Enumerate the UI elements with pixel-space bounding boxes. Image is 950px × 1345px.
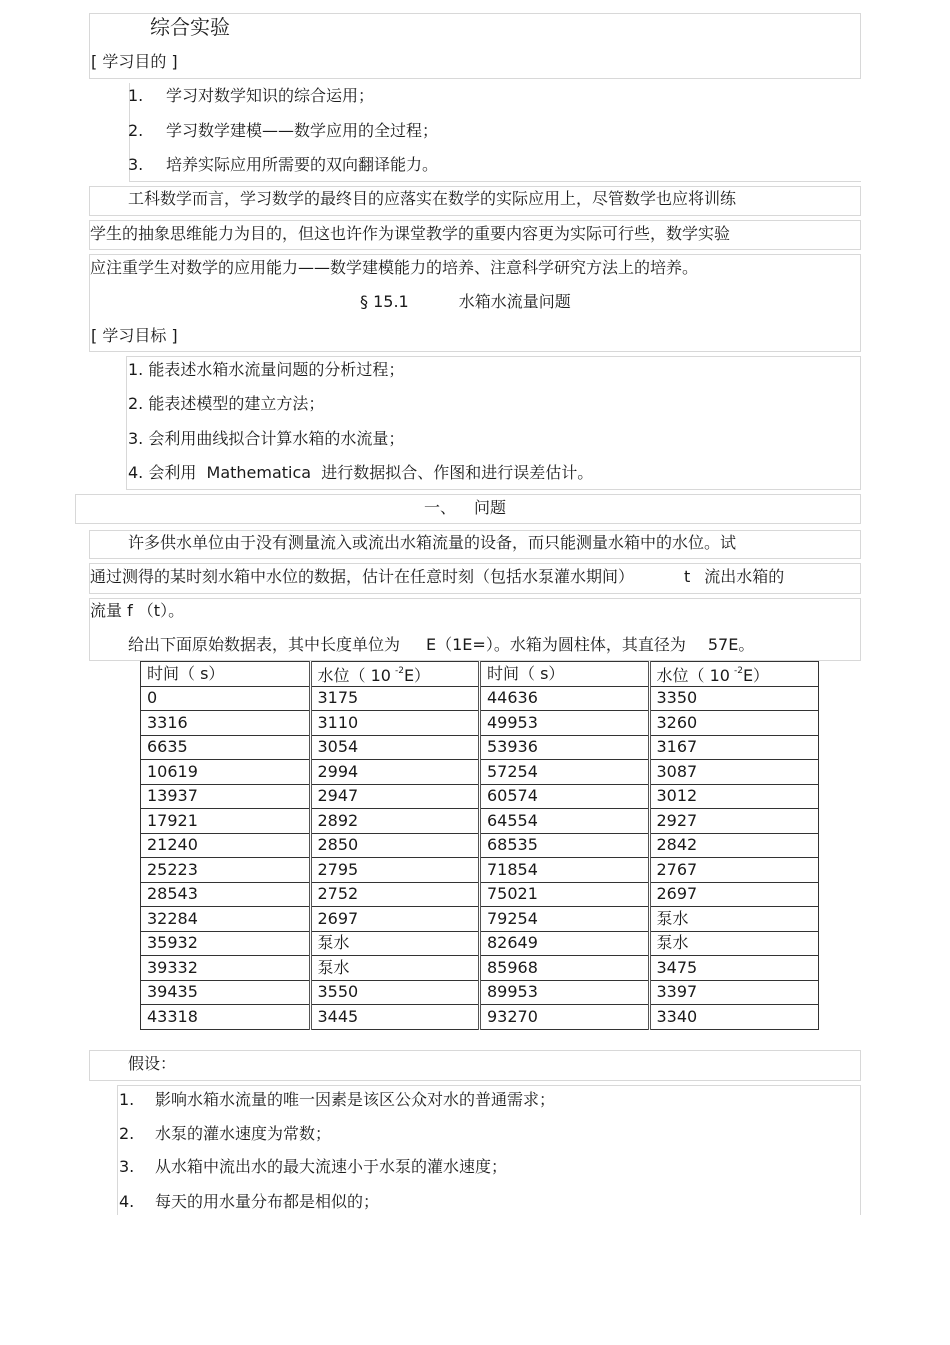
table-row	[141, 809, 819, 834]
table-cell: 3397	[649, 980, 819, 1005]
table-row	[141, 784, 819, 809]
list-text: 每天的用水量分布都是相似的；	[155, 1192, 380, 1211]
table-cell: 2947	[310, 784, 480, 809]
table-cell: 2697	[310, 907, 480, 932]
table-cell: 2697	[649, 882, 819, 907]
table-cell: 6635	[141, 735, 311, 760]
table-cell: 2994	[310, 760, 480, 785]
list-number: 3.	[128, 155, 144, 174]
section-number: § 15.1	[360, 292, 409, 311]
table-cell: 82649	[480, 931, 650, 956]
problem-title: 问题	[474, 498, 507, 517]
table-cell: 60574	[480, 784, 650, 809]
list-item	[119, 1090, 555, 1110]
list-item: 1. 能表述水箱水流量问题的分析过程；	[128, 360, 405, 379]
table-cell: 2767	[649, 858, 819, 883]
table-cell: 泵水	[310, 956, 480, 981]
table-row	[141, 760, 819, 785]
table-cell: 3167	[649, 735, 819, 760]
table-row	[141, 858, 819, 883]
table-row	[141, 1005, 819, 1030]
problem-line: 许多供水单位由于没有测量流入或流出水箱流量的设备，而只能测量水箱中的水位。试	[128, 533, 737, 552]
list-text: 培养实际应用所需要的双向翻译能力。	[166, 155, 439, 174]
table-header-row	[141, 662, 819, 687]
length-unit: E（1E=）	[426, 635, 494, 654]
intro-line: 工科数学而言，学习数学的最终目的应落实在数学的实际应用上，尽管数学也应将训练	[128, 189, 737, 208]
table-cell: 泵水	[649, 931, 819, 956]
list-item: 4. 会利用 Mathematica 进行数据拟合、作图和进行误差估计。	[128, 463, 594, 482]
table-row	[141, 956, 819, 981]
table-cell: 0	[141, 686, 311, 711]
list-item	[128, 155, 438, 175]
table-cell: 39332	[141, 956, 311, 981]
table-cell: 3175	[310, 686, 480, 711]
intro-line: 应注重学生对数学的应用能力——数学建模能力的培养、注意科学研究方法上的培养。	[90, 258, 699, 277]
goals-heading: [ 学习目标 ]	[91, 326, 178, 345]
table-cell: 89953	[480, 980, 650, 1005]
tank-diameter: 57E。	[707, 635, 755, 654]
list-text: 学习数学建模——数学应用的全过程；	[166, 121, 439, 140]
problem-heading	[424, 498, 506, 518]
table-cell: 2850	[310, 833, 480, 858]
table-cell: 43318	[141, 1005, 311, 1030]
table-row	[141, 980, 819, 1005]
problem-line-text: 流出水箱的	[704, 567, 785, 586]
table-cell: 64554	[480, 809, 650, 834]
table-row	[141, 931, 819, 956]
table-cell: 79254	[480, 907, 650, 932]
list-text: 学习对数学知识的综合运用；	[166, 86, 375, 105]
list-item: 3. 会利用曲线拟合计算水箱的水流量；	[128, 429, 405, 448]
table-cell: 32284	[141, 907, 311, 932]
list-item	[128, 86, 374, 106]
table-cell: 44636	[480, 686, 650, 711]
table-row	[141, 882, 819, 907]
table-cell: 10619	[141, 760, 311, 785]
problem-line	[90, 567, 784, 587]
water-level-table	[140, 661, 819, 1030]
table-cell: 25223	[141, 858, 311, 883]
table-row	[141, 735, 819, 760]
list-number: 1.	[119, 1090, 135, 1109]
list-number: 1.	[128, 86, 144, 105]
table-cell: 2752	[310, 882, 480, 907]
table-cell: 泵水	[649, 907, 819, 932]
table-header-cell: 时间（ s）	[480, 662, 650, 687]
table-cell: 3316	[141, 711, 311, 736]
list-item	[119, 1124, 331, 1144]
page-title: 综合实验	[150, 15, 230, 39]
intro-line: 学生的抽象思维能力为目的，但这也许作为课堂教学的重要内容更为实际可行些，数学实验	[90, 224, 731, 243]
table-row	[141, 833, 819, 858]
section-title: 水箱水流量问题	[458, 292, 571, 311]
table-cell: 3340	[649, 1005, 819, 1030]
table-cell: 3087	[649, 760, 819, 785]
problem-number: 一、	[424, 498, 457, 517]
table-cell: 13937	[141, 784, 311, 809]
table-cell: 68535	[480, 833, 650, 858]
table-cell: 泵水	[310, 931, 480, 956]
table-cell: 3350	[649, 686, 819, 711]
table-cell: 75021	[480, 882, 650, 907]
table-cell: 53936	[480, 735, 650, 760]
table-cell: 93270	[480, 1005, 650, 1030]
table-cell: 3054	[310, 735, 480, 760]
table-cell: 49953	[480, 711, 650, 736]
table-cell: 28543	[141, 882, 311, 907]
table-cell: 71854	[480, 858, 650, 883]
list-number: 4.	[119, 1192, 135, 1211]
table-cell: 2842	[649, 833, 819, 858]
table-cell: 57254	[480, 760, 650, 785]
section-heading	[360, 292, 571, 312]
list-item	[119, 1192, 379, 1212]
table-cell: 21240	[141, 833, 311, 858]
list-number: 3.	[119, 1157, 135, 1176]
list-text: 从水箱中流出水的最大流速小于水泵的灌水速度；	[155, 1157, 508, 1176]
data-intro	[128, 635, 754, 655]
table-cell: 3550	[310, 980, 480, 1005]
table-cell: 3110	[310, 711, 480, 736]
table-cell: 3260	[649, 711, 819, 736]
table-cell: 2795	[310, 858, 480, 883]
data-intro-text: 。水箱为圆柱体，其直径为	[493, 635, 686, 654]
table-header-cell: 水位（ 10 $^{-2}$E）	[310, 662, 480, 687]
list-number: 2.	[119, 1124, 135, 1143]
variable-t: t	[684, 567, 691, 586]
table-cell: 17921	[141, 809, 311, 834]
table-header-cell: 时间（ s）	[141, 662, 311, 687]
frame-assumptions-heading	[89, 1050, 861, 1081]
list-number: 2.	[128, 121, 144, 140]
data-intro-text: 给出下面原始数据表，其中长度单位为	[128, 635, 401, 654]
table-cell: 2927	[649, 809, 819, 834]
table-cell: 3012	[649, 784, 819, 809]
table-cell: 39435	[141, 980, 311, 1005]
table-row	[141, 907, 819, 932]
list-text: 水泵的灌水速度为常数；	[155, 1124, 332, 1143]
list-text: 影响水箱水流量的唯一因素是该区公众对水的普通需求；	[155, 1090, 556, 1109]
table-row	[141, 711, 819, 736]
problem-line-text: 通过测得的某时刻水箱中水位的数据，估计在任意时刻（包括水泵灌水期间）	[90, 567, 635, 586]
problem-line: 流量 f （t）。	[90, 601, 185, 620]
table-cell: 35932	[141, 931, 311, 956]
assumptions-heading: 假设：	[128, 1054, 177, 1073]
list-item: 2. 能表述模型的建立方法；	[128, 394, 325, 413]
table-cell: 3475	[649, 956, 819, 981]
list-item	[128, 121, 438, 141]
table-cell: 2892	[310, 809, 480, 834]
objectives-heading: [ 学习目的 ]	[91, 52, 178, 71]
table-row	[141, 686, 819, 711]
list-item	[119, 1157, 507, 1177]
table-header-cell: 水位（ 10 $^{-2}$E）	[649, 662, 819, 687]
table-cell: 85968	[480, 956, 650, 981]
table-cell: 3445	[310, 1005, 480, 1030]
